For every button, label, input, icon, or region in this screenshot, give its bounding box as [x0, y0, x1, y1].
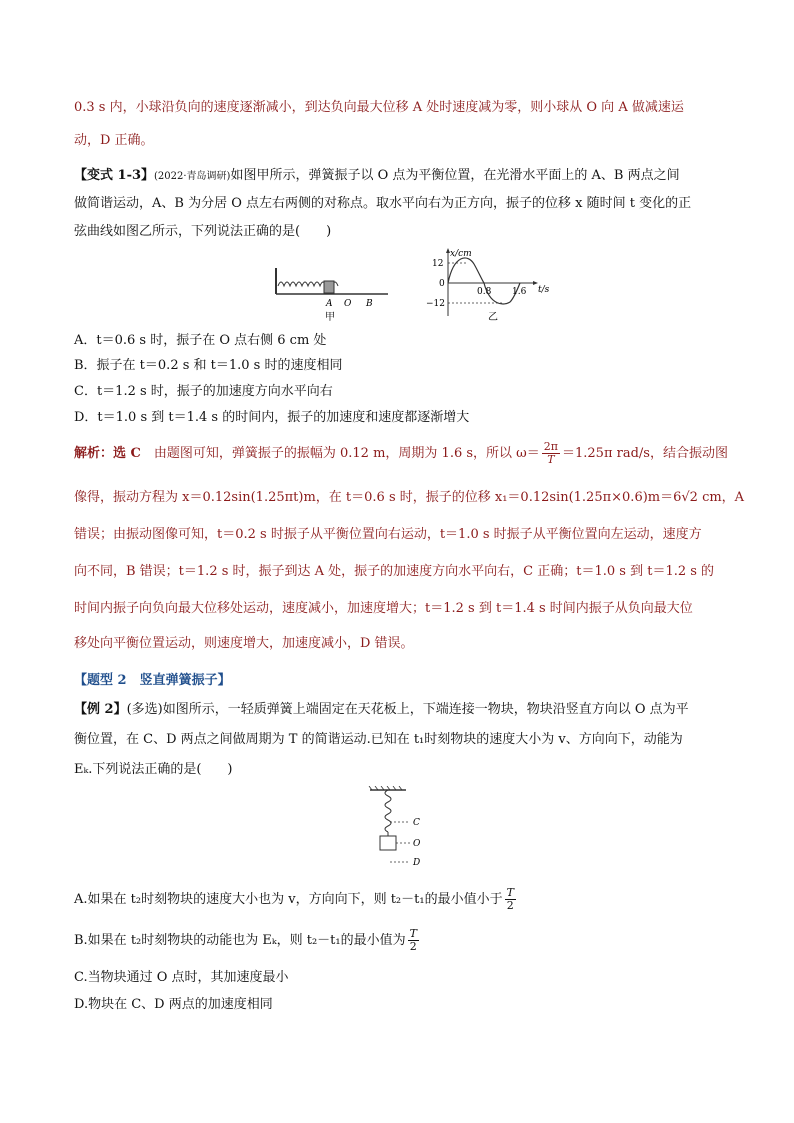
frac-num: 2π [543, 440, 558, 453]
variant-text-1: 如图甲所示，弹簧振子以 O 点为平衡位置，在光滑水平面上的 A、B 两点之间 [230, 168, 680, 183]
prev-solution-line-1: 0.3 s 内，小球沿负向的速度逐渐减小，到达负向最大位移 A 处时速度减为零，则小球从 O 向 A 做减速运 [74, 100, 684, 115]
variant-option-d: D．t＝1.0 s 到 t＝1.4 s 的时间内，振子的加速度和速度都逐渐增大 [74, 410, 470, 425]
tick-min: −12 [426, 299, 445, 309]
label-O: O [344, 299, 352, 309]
t-axis-label: t/s [538, 285, 550, 295]
example2-option-b [74, 928, 421, 954]
analysis-line-1 [74, 440, 734, 468]
figure-vertical-spring [366, 786, 436, 868]
oscillator-block [324, 281, 334, 293]
label-O-vertical: O [413, 839, 421, 849]
variant-option-a: A．t＝0.6 s 时，振子在 O 点右侧 6 cm 处 [74, 333, 327, 348]
option-a-text: A.如果在 t₂时刻物块的速度大小也为 v，方向向下，则 t₂－t₁的最小值小于 [74, 892, 503, 907]
variant-tag: 【变式 1-3】 [74, 168, 155, 183]
caption-yi: 乙 [488, 312, 498, 323]
analysis-text-1a: 由题图可知，弹簧振子的振幅为 0.12 m，周期为 1.6 s，所以 ω＝ [140, 446, 540, 461]
analysis-line-3: 错误；由振动图像可知，t＝0.2 s 时振子从平衡位置向右运动，t＝1.0 s 时振子从平衡位置向左运动，速度方 [74, 527, 702, 542]
tick-max: 12 [432, 259, 444, 269]
caption-jia: 甲 [325, 312, 335, 323]
variant-line-2: 做简谐运动，A、B 为分居 O 点左右两侧的对称点。取水平向右为正方向，振子的位移 x 随时间 t 变化的正 [74, 196, 692, 211]
label-A: A [326, 299, 333, 309]
analysis-head: 解析：选 C [74, 446, 141, 461]
example2-line-1 [74, 700, 734, 720]
option-b-text: B.如果在 t₂时刻物块的动能也为 Eₖ，则 t₂－t₁的最小值为 [74, 933, 406, 948]
frac-den: T [547, 453, 555, 466]
analysis-line-5: 时间内振子向负向最大位移处运动，速度减小，加速度增大；t＝1.2 s 到 t＝1.4 s 时间内振子从负向最大位 [74, 601, 693, 616]
hanging-block [380, 836, 396, 850]
analysis-text-1b: ＝1.25π rad/s，结合振动图 [562, 446, 728, 461]
option-b-fraction [408, 928, 419, 953]
variant-line-1 [74, 166, 734, 187]
tick-zero: 0 [439, 279, 445, 289]
analysis-line-6: 移处向平衡位置运动，则速度增大，加速度减小，D 错误。 [74, 636, 414, 651]
analysis-line-4: 向不同，B 错误；t＝1.2 s 时，振子到达 A 处，振子的加速度方向水平向右，C 正确；t＝1.0 s 到 t＝1.2 s 的 [74, 564, 715, 579]
option-a-frac-num: T [506, 886, 514, 899]
analysis-line-2: 像得，振动方程为 x＝0.12sin(1.25πt)m，在 t＝0.6 s 时，振子的位移 x₁＝0.12sin(1.25π×0.6)m＝6√2 cm，A [74, 490, 745, 505]
vertical-spring-coil [385, 790, 391, 832]
label-B: B [366, 299, 373, 309]
example2-tag: 【例 2】 [74, 702, 127, 717]
tick-16: 1.6 [512, 287, 527, 297]
sine-curve [448, 258, 520, 304]
y-axis-label: x/cm [450, 249, 472, 259]
label-C: C [413, 818, 420, 828]
variant-source: (2022·青岛调研) [154, 171, 231, 182]
example2-option-c: C.当物块通过 O 点时，其加速度最小 [74, 970, 289, 985]
option-b-frac-num: T [409, 927, 417, 940]
figure-horizontal-spring [270, 264, 400, 324]
option-b-frac-den: 2 [409, 940, 417, 953]
tick-08: 0.8 [477, 287, 492, 297]
example2-text-1: (多选)如图所示，一轻质弹簧上端固定在天花板上，下端连接一物块，物块沿竖直方向以 O 点为平 [126, 702, 689, 717]
variant-option-c: C．t＝1.2 s 时，振子的加速度方向水平向右 [74, 384, 333, 399]
label-D: D [413, 858, 421, 868]
option-a-fraction [505, 887, 516, 912]
example2-option-a [74, 887, 518, 913]
example2-line-3: Eₖ.下列说法正确的是( ) [74, 762, 233, 777]
variant-option-b: B．振子在 t＝0.2 s 和 t＝1.0 s 时的速度相同 [74, 358, 343, 373]
omega-fraction [542, 441, 560, 466]
variant-line-3: 弦曲线如图乙所示，下列说法正确的是( ) [74, 224, 332, 239]
example2-line-2: 衡位置，在 C、D 两点之间做周期为 T 的简谐运动.已知在 t₁时刻物块的速度大小为 v、方向向下，动能为 [74, 732, 683, 747]
figure-sine-graph [422, 244, 552, 324]
section-heading-type2: 【题型 2 竖直弹簧振子】 [74, 673, 231, 688]
example2-option-d: D.物块在 C、D 两点的加速度相同 [74, 997, 273, 1012]
option-a-frac-den: 2 [506, 899, 514, 912]
prev-solution-line-2: 动，D 正确。 [74, 133, 154, 148]
